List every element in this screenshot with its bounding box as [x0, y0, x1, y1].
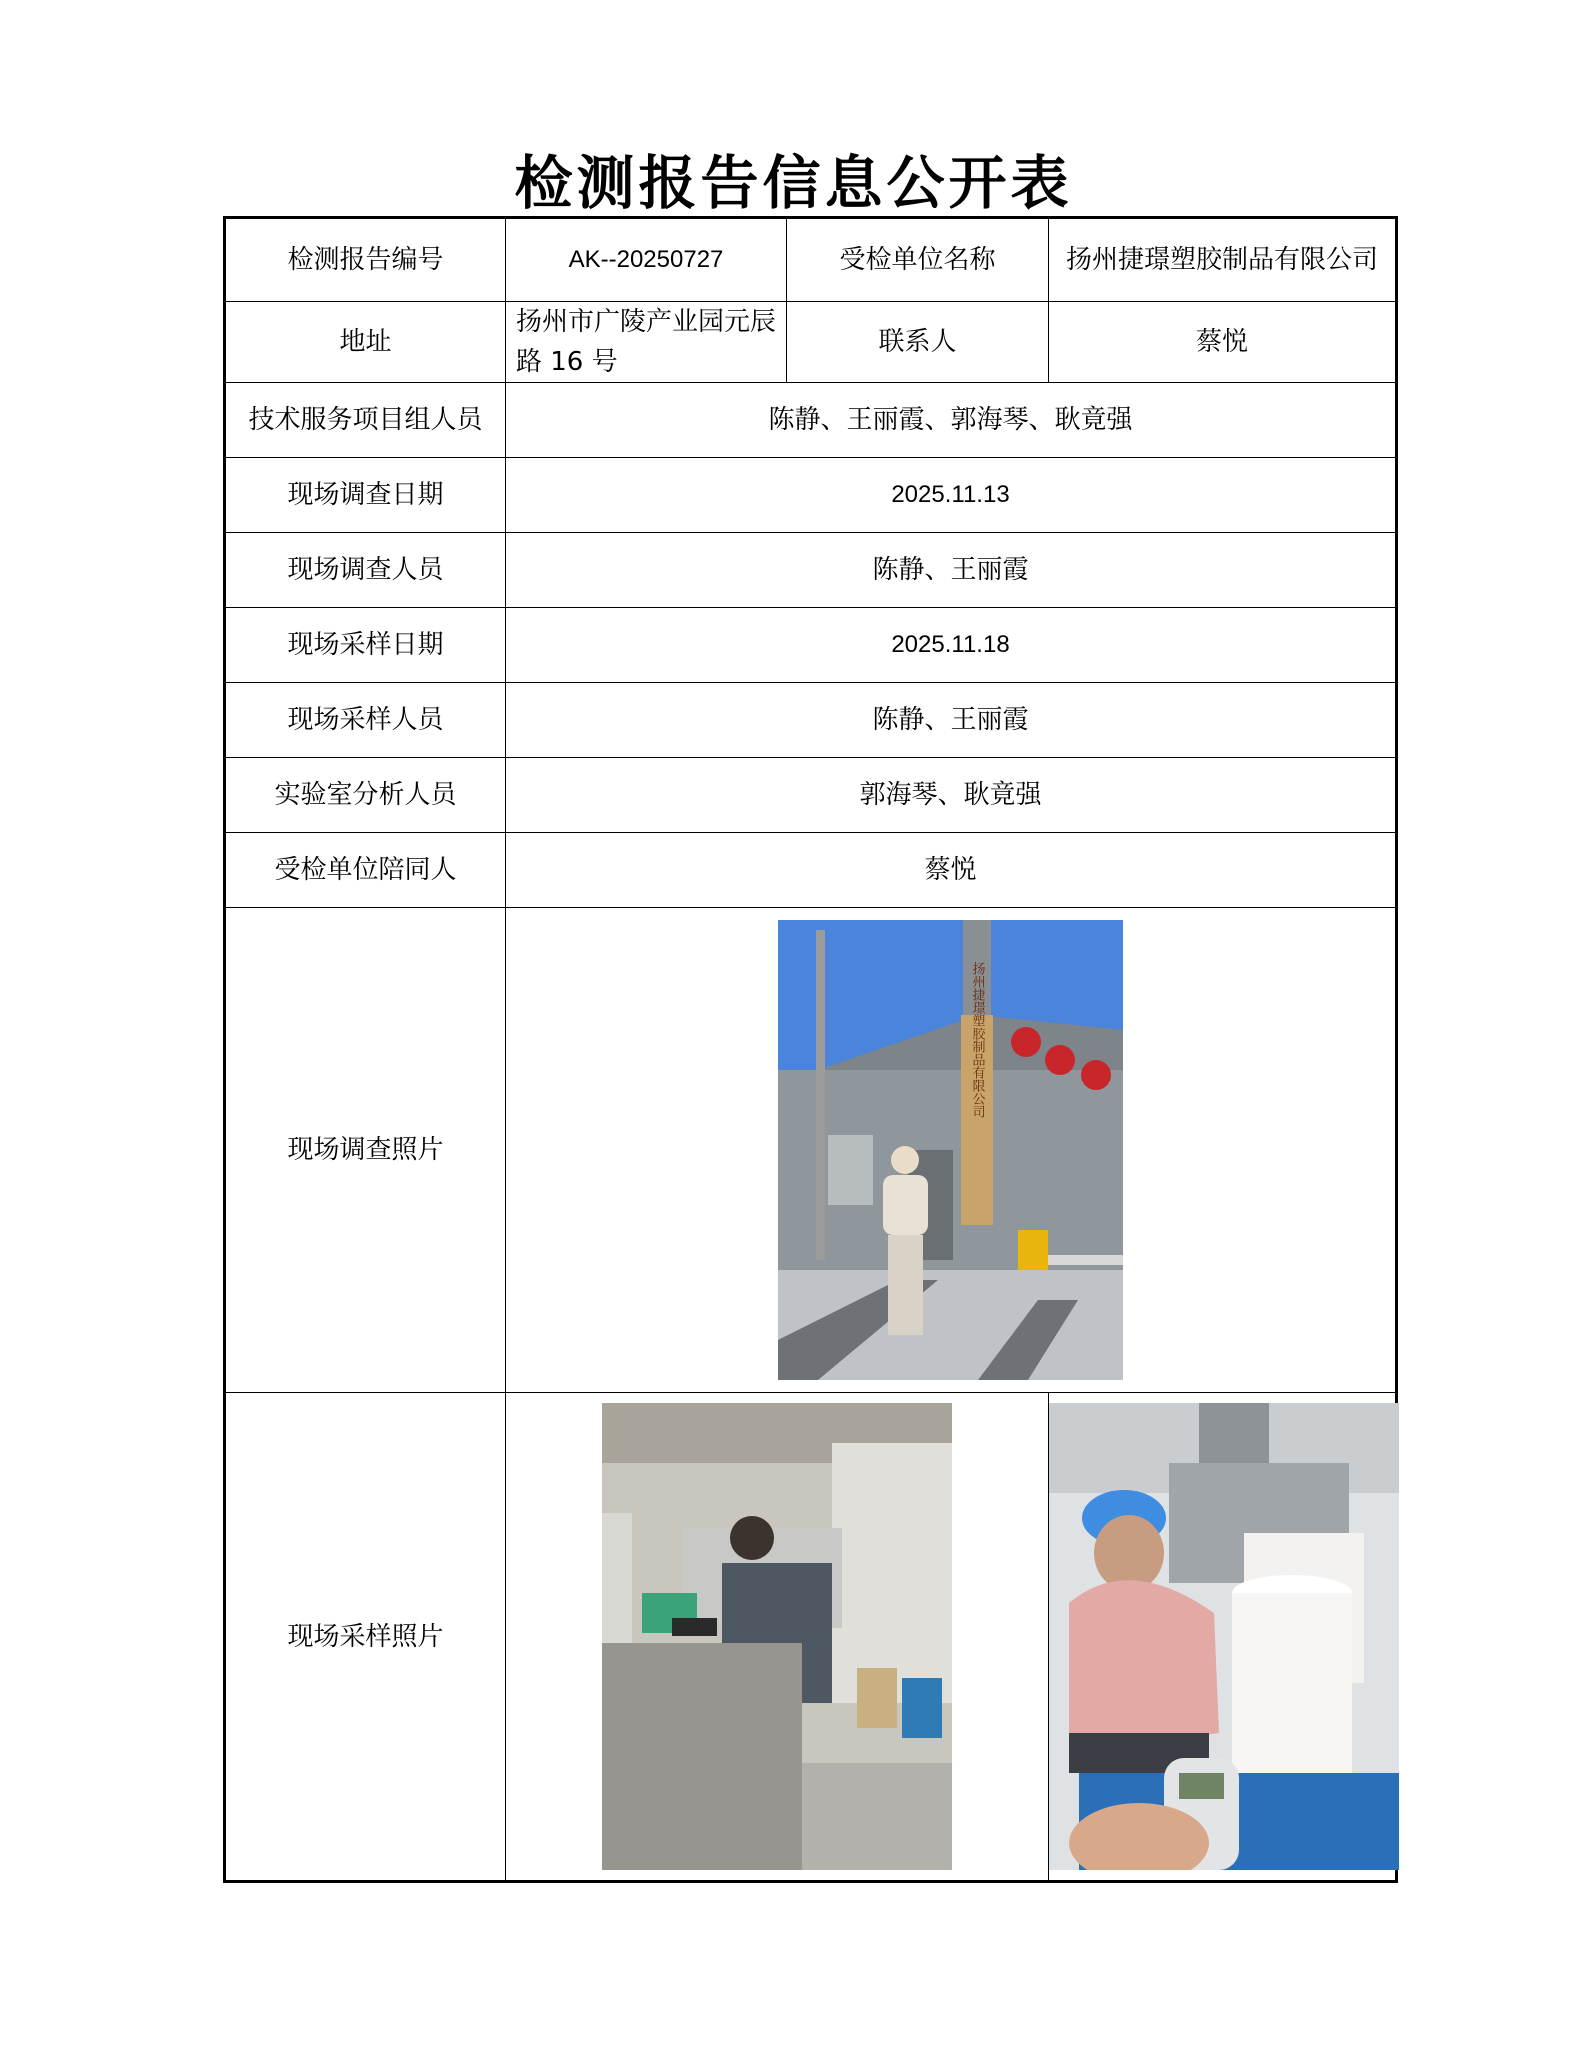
sampling-staff-value: 陈静、王丽霞 — [506, 683, 1397, 758]
inspected-unit-value: 扬州捷璟塑胶制品有限公司 — [1049, 218, 1397, 302]
team-members-value: 陈静、王丽霞、郭海琴、耿竟强 — [506, 383, 1397, 458]
sampling-photo-worker-image — [1049, 1403, 1399, 1870]
company-sign-text: 扬州捷璟塑胶制品有限公司 — [969, 962, 985, 1118]
lab-staff-label: 实验室分析人员 — [225, 758, 506, 833]
sampling-photo-cell-2 — [1049, 1393, 1397, 1882]
survey-photo-label: 现场调查照片 — [225, 908, 506, 1393]
sampling-photo-machine — [602, 1403, 952, 1870]
contact-value: 蔡悦 — [1049, 302, 1397, 383]
sampling-photo-cell-1 — [506, 1393, 1049, 1882]
sampling-photo-label: 现场采样照片 — [225, 1393, 506, 1882]
escort-value: 蔡悦 — [506, 833, 1397, 908]
inspected-unit-label: 受检单位名称 — [787, 218, 1049, 302]
site-survey-photo-image — [778, 920, 1123, 1380]
sampling-date-value: 2025.11.18 — [506, 608, 1397, 683]
sampling-photo-machine-image — [602, 1403, 952, 1870]
escort-label: 受检单位陪同人 — [225, 833, 506, 908]
survey-date-label: 现场调查日期 — [225, 458, 506, 533]
lab-staff-value: 郭海琴、耿竟强 — [506, 758, 1397, 833]
survey-staff-value: 陈静、王丽霞 — [506, 533, 1397, 608]
sampling-photo-worker — [1049, 1403, 1399, 1870]
survey-photo-cell — [506, 908, 1397, 1393]
sampling-staff-label: 现场采样人员 — [225, 683, 506, 758]
address-label: 地址 — [225, 302, 506, 383]
page-title: 检测报告信息公开表 — [514, 149, 1073, 217]
contact-label: 联系人 — [787, 302, 1049, 383]
report-info-table — [223, 216, 1398, 1883]
report-number-label: 检测报告编号 — [225, 218, 506, 302]
site-survey-photo — [778, 920, 1123, 1380]
report-number-value: AK--20250727 — [506, 218, 787, 302]
sampling-date-label: 现场采样日期 — [225, 608, 506, 683]
survey-date-value: 2025.11.13 — [506, 458, 1397, 533]
team-members-label: 技术服务项目组人员 — [225, 383, 506, 458]
survey-staff-label: 现场调查人员 — [225, 533, 506, 608]
address-value: 扬州市广陵产业园元辰路 16 号 — [506, 302, 787, 383]
